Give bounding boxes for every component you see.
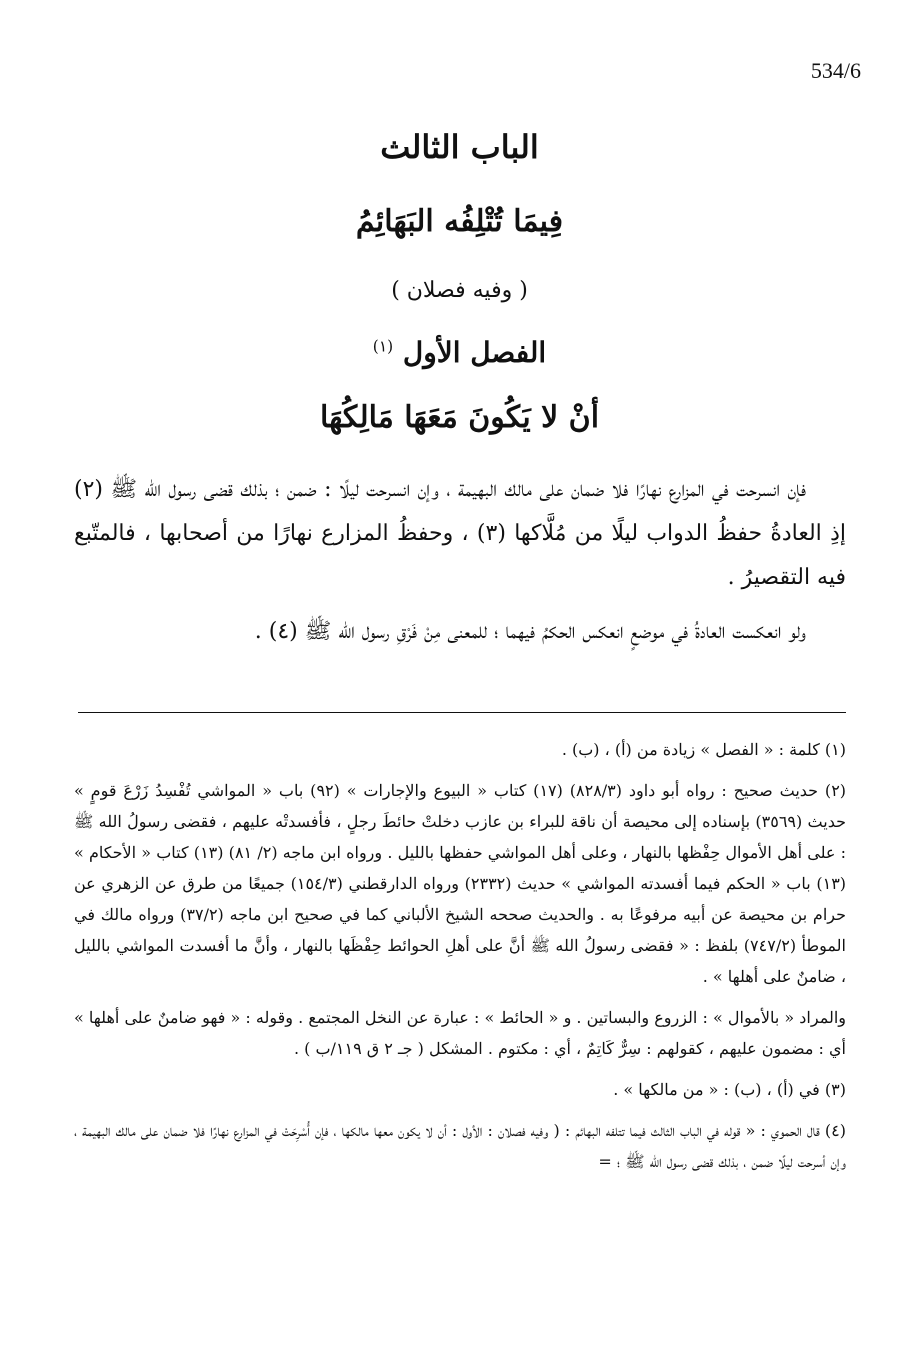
chapter-subtitle: فِيمَا تُتْلِفُه البَهَائِمُ xyxy=(355,204,564,239)
footnote: (٣) في (أ) ، (ب) : « من مالكها » . xyxy=(613,1080,846,1099)
body-paragraph: ولو انعكست العادةُ في موضعٍ انعكس الحكمُ فيهما ؛ للمعنى مِنْ فَرْقِ رسول الله ﷺ (٤) . xyxy=(254,619,806,644)
footnote: والمراد « بالأموال » : الزروع والبساتين . و « الحائط » : عبارة عن النخل المجتمع . وقوله : « فهو ضامنٌ على أهلها » أي : مضمون عليهم ، كقولهم : سِرٌّ كَاتِمٌ ، أي : مكتوم . المشكل ( جـ ٢ ق ١١٩/ب ) . xyxy=(74,1008,846,1058)
footnote: (٤) قال الحموي : « قوله في الباب الثالث فيما تتلفه البهائم : ( وفيه فصلان : الأول : أن لا يكون معها مالكها ، فإن أُسْرِحَتْ في المزارع نهارًا فلا ضمان على مالك البهيمة ، وإن أسرحت ليلًا ضمن ، بذلك قضى رسول الله ﷺ ؛ = xyxy=(74,1121,846,1171)
footnote-divider xyxy=(78,712,846,713)
body-paragraph: فإن انسرحت في المزارع نهارًا فلا ضمان على مالك البهيمة ، وإن انسرحت ليلًا : ضمن ؛ بذلك قضى رسول الله ﷺ (٢) إذِ العادةُ حفظُ الدواب ليلًا من مُلَّاكها (٣) ، وحفظُ المزارع نهارًا من أصحابها ، فالمتّبع فيه التقصيرُ . xyxy=(74,477,846,590)
footnotes xyxy=(74,734,846,1187)
footnote: (٢) حديث صحيح : رواه أبو داود (٨٢٨/٣) (١٧) كتاب « البيوع والإجارات » (٩٢) باب « المواشي تُفْسِدُ زَرْعَ قومٍ » حديث (٣٥٦٩) بإسناده إلى محيصة أن ناقة للبراء بن عازب دخلتْ حائطَ رجلٍ ، فأفسدتْه عليهم ، فقضى رسولُ الله ﷺ : على أهل الأموال حِفْظها بالنهار ، وعلى أهل المواشي حفظها بالليل . ورواه ابن ماجه (٢/ ٨١) (١٣) كتاب « الأحكام » (١٣) باب « الحكم فيما أفسدته المواشي » حديث (٢٣٣٢) ورواه الدارقطني (١٥٤/٣) جميعًا من طرق عن الزهري عن حرام بن محيصة عن أبيه مرفوعًا به . والحديث صححه الشيخ الألباني كما في صحيح ابن ماجه (٣٧/٢) ورواه مالك في الموطأ (٧٤٧/٢) بلفظ : « فقضى رسولُ الله ﷺ أنَّ على أهلِ الحوائط حِفْظَها بالنهار ، وأنَّ ما أفسدت المواشي بالليل ، ضامنٌ على أهلها » . xyxy=(74,781,847,986)
sections-note: ( وفيه فصلان ) xyxy=(391,278,528,303)
section-heading xyxy=(0,336,919,369)
section-title: الفصل الأول xyxy=(402,336,547,369)
page-number: 534/6 xyxy=(810,58,861,83)
body-text xyxy=(74,468,846,664)
chapter-title: الباب الثالث xyxy=(380,128,539,166)
footnote: (١) كلمة : « الفصل » زيادة من (أ) ، (ب) . xyxy=(561,740,846,759)
rule-title: أنْ لا يَكُونَ مَعَهَا مَالِكُهَا xyxy=(319,400,600,435)
section-title-footnote-ref: (١) xyxy=(372,337,394,356)
